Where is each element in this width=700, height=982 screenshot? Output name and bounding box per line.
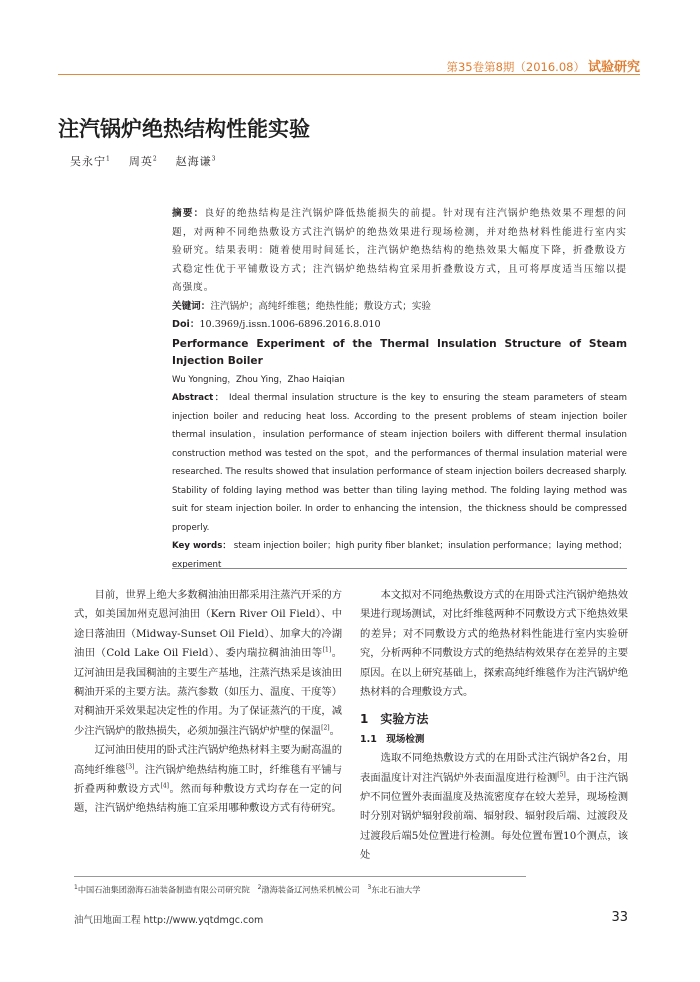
paragraph-text: 。 xyxy=(329,724,340,737)
keywords-en-text: steam injection boiler；high purity fiber blanket；insulation performance；laying method；experiment xyxy=(172,541,628,570)
citation-ref: [3] xyxy=(125,763,135,771)
affil-mark: 3 xyxy=(367,884,372,891)
affil-mark: 2 xyxy=(257,884,262,891)
paragraph-text: 选取不同绝热敷设方式的在用卧式注汽锅炉各2台，用表面温度计对注汽锅炉外表面温度进行检测 xyxy=(360,752,628,784)
paragraph-text: 辽河油田使用的卧式注汽锅炉绝热材料主要为耐高温的高纯纤维毯 xyxy=(74,744,342,776)
keywords-cn-text: 注汽锅炉；高纯纤维毯；绝热性能；敷设方式；实验 xyxy=(210,300,432,312)
affil-text: 中国石油集团渤海石油装备制造有限公司研究院 xyxy=(77,884,250,895)
author-name: 吴永宁 xyxy=(70,155,106,168)
paragraph-text: 。由于注汽锅炉不同位置外表面温度及热流密度存在较大差异，现场检测时分别对锅炉辐射段前端、辐射段、辐射段后端、过渡段及过渡段后端5处位置进行检测。每处位置布置10个测点，该处 xyxy=(360,771,629,862)
body-paragraph xyxy=(74,586,342,741)
footnote-rule xyxy=(74,876,526,877)
abstract-cn xyxy=(172,205,627,298)
body-column-right xyxy=(360,586,628,866)
column-name: 试验研究 xyxy=(587,60,640,75)
subsection-heading: 1.1 现场检测 xyxy=(360,733,425,745)
author-affil-mark: 2 xyxy=(152,155,158,163)
abstract-en-label: Abstract： xyxy=(172,393,225,403)
abstract-cn-label: 摘要： xyxy=(172,208,205,219)
doi-line xyxy=(172,316,627,335)
page-number: 33 xyxy=(611,910,628,925)
section-heading: 1 实验方法 xyxy=(360,712,429,727)
author-affil-mark: 1 xyxy=(106,155,111,163)
paragraph-text: 目前，世界上绝大多数稠油油田都采用注蒸汽开采的方式，如美国加州克恩河油田（Kern River Oil Field）、中途日落油田（Midway-Sunset Oil Field）、加拿大的冷湖油田（Cold Lake Oil Field）、委内瑞拉稠油油田等 xyxy=(74,589,342,660)
affil-mark: 1 xyxy=(74,884,78,891)
body-paragraph: 本文拟对不同绝热敷设方式的在用卧式注汽锅炉绝热效果进行现场测试，对比纤维毯两种不同敷设方式下绝热效果的差异；对不同敷设方式的绝热材料性能进行室内实验研究，分析两种不同敷设方式的绝热结构效果存在差异的主要原因。在以上研究基础上，探索高纯纤维毯作为注汽锅炉绝热材料的合理敷设方式。 xyxy=(360,589,628,699)
paragraph-text: 。辽河油田是我国稠油的主要生产基地，注蒸汽热采是该油田稠油开采的主要方法。蒸汽参数（如压力、温度、干度等）对稠油开采效果起决定性的作用。为了保证蒸汽的干度，减少注汽锅炉的散热损失，必须加强注汽锅炉炉壁的保温 xyxy=(74,647,343,737)
author-affil-mark: 3 xyxy=(211,155,217,163)
citation-ref: [1] xyxy=(322,646,332,654)
footer-journal: 油气田地面工程 http://www.yqtdmgc.com xyxy=(74,915,264,926)
header-rule xyxy=(58,74,640,75)
doi-value: 10.3969/j.issn.1006-6896.2016.8.010 xyxy=(199,319,381,330)
english-title: Performance Experiment of the Thermal Insulation Structure of Steam Injection Boiler xyxy=(172,337,627,367)
affil-text: 东北石油大学 xyxy=(371,884,421,895)
paragraph-text: 。然而每种敷设方式均存在一定的问题，注汽锅炉绝热结构施工宜采用哪种敷设方式有待研究。 xyxy=(74,783,342,815)
keywords-en-label: Key words： xyxy=(172,541,231,551)
citation-ref: [2] xyxy=(321,724,330,732)
abstract-divider xyxy=(172,568,627,569)
english-authors: Wu Yongning，Zhou Ying，Zhao Haiqian xyxy=(172,374,345,385)
abstract-block xyxy=(172,205,627,574)
keywords-cn-label: 关键词： xyxy=(172,300,211,312)
citation-ref: [5] xyxy=(557,771,566,779)
affiliations xyxy=(74,884,420,896)
author-name: 赵海谦 xyxy=(175,155,212,168)
body-paragraph xyxy=(74,741,342,819)
paragraph-text: 。注汽锅炉绝热结构施工时，纤维毯有平铺与折叠两种敷设方式 xyxy=(74,763,343,796)
article-title: 注汽锅炉绝热结构性能实验 xyxy=(58,117,310,141)
abstract-en xyxy=(172,389,627,537)
doi-label: Doi： xyxy=(172,319,200,330)
author-list xyxy=(70,153,216,169)
keywords-cn xyxy=(172,298,627,317)
affil-text: 渤海装备辽河热采机械公司 xyxy=(261,884,360,895)
running-head xyxy=(370,56,640,75)
issue-info: 第35卷第8期（2016.08） xyxy=(446,60,585,74)
abstract-en-text: Ideal thermal insulation structure is the key to ensuring the steam parameters of steam injection boiler and reducing heat loss. According to the present problems of steam injection boiler thermal insulation，insulation performance of steam injection boilers with different thermal insulation construction method was tested on the spot，and the performances of thermal insulation material were researched. The results showed that insulation performance of steam injection boilers decreased sharply. Stability of folding laying method was better than tiling laying method. The folding laying method was suit for steam injection boiler. In order to enhancing the intension，the thickness should be compressed properly. xyxy=(172,393,628,533)
author-name: 周英 xyxy=(128,155,153,168)
citation-ref: [4] xyxy=(160,782,169,790)
body-column-left xyxy=(74,586,342,819)
body-paragraph xyxy=(360,749,628,865)
abstract-cn-text: 良好的绝热结构是注汽锅炉降低热能损失的前提。针对现有注汽锅炉绝热效果不理想的问题，对两种不同绝热敷设方式注汽锅炉的绝热效果进行现场检测，并对绝热材料性能进行室内实验研究。结果表明：随着使用时间延长，注汽锅炉绝热结构的绝热效果大幅度下降，折叠敷设方式稳定性优于平铺敷设方式；注汽锅炉绝热结构宜采用折叠敷设方式，且可将厚度适当压缩以提高强度。 xyxy=(172,208,628,293)
